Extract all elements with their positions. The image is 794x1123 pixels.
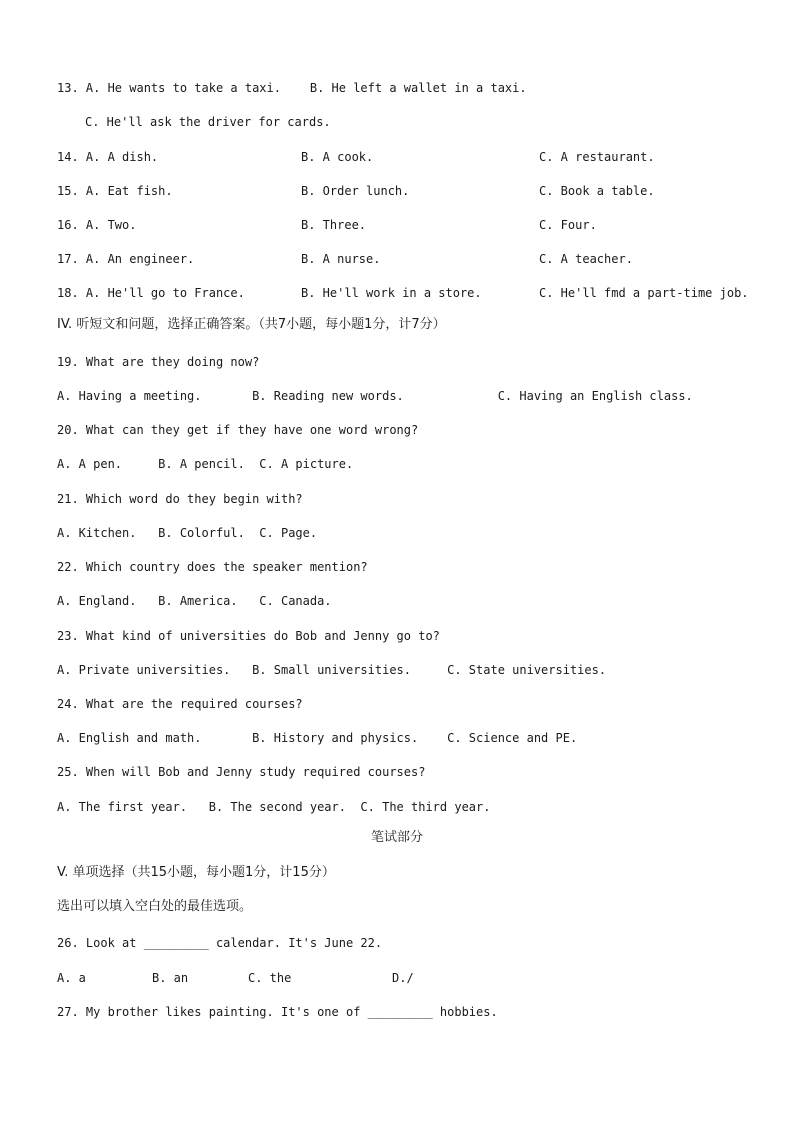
- q14-option-a: 14. A. A dish.: [57, 150, 159, 164]
- q19-question: 19. What are they doing now?: [57, 355, 260, 369]
- q25-question: 25. When will Bob and Jenny study required courses?: [57, 765, 426, 779]
- q24-question: 24. What are the required courses?: [57, 697, 303, 711]
- q16-option-a: 16. A. Two.: [57, 218, 137, 232]
- q26-option-c: C. the: [248, 971, 292, 985]
- q18-option-a: 18. A. He'll go to France.: [57, 286, 245, 300]
- section-v-instruction: 选出可以填入空白处的最佳选项。: [57, 899, 253, 914]
- q22-question: 22. Which country does the speaker mention?: [57, 560, 368, 574]
- q22-answers: A. England. B. America. C. Canada.: [57, 594, 332, 608]
- q19-answers: A. Having a meeting. B. Reading new words. C. Having an English class.: [57, 389, 693, 403]
- q15-option-c: C. Book a table.: [539, 184, 655, 198]
- q25-answers: A. The first year. B. The second year. C. The third year.: [57, 800, 491, 814]
- q16-option-c: C. Four.: [539, 218, 597, 232]
- q13-line: 13. A. He wants to take a taxi. B. He left a wallet in a taxi.: [57, 81, 527, 95]
- q14-option-c: C. A restaurant.: [539, 150, 655, 164]
- q15-option-a: 15. A. Eat fish.: [57, 184, 173, 198]
- q17-option-a: 17. A. An engineer.: [57, 252, 195, 266]
- q16-option-b: B. Three.: [301, 218, 367, 232]
- section-v-heading: V. 单项选择（共15小题，每小题1分，计15分）: [57, 865, 335, 880]
- section-iv-heading: IV. 听短文和问题，选择正确答案。（共7小题，每小题1分，计7分）: [57, 317, 446, 332]
- q23-answers: A. Private universities. B. Small universities. C. State universities.: [57, 663, 607, 677]
- q23-question: 23. What kind of universities do Bob and Jenny go to?: [57, 629, 440, 643]
- q20-answers: A. A pen. B. A pencil. C. A picture.: [57, 457, 354, 471]
- q27-question: 27. My brother likes painting. It's one of _________ hobbies.: [57, 1005, 498, 1019]
- q15-option-b: B. Order lunch.: [301, 184, 410, 198]
- q26-question: 26. Look at _________ calendar. It's June 22.: [57, 936, 383, 950]
- q13-option-c: C. He'll ask the driver for cards.: [85, 115, 331, 129]
- q21-question: 21. Which word do they begin with?: [57, 492, 303, 506]
- q24-answers: A. English and math. B. History and physics. C. Science and PE.: [57, 731, 578, 745]
- q18-option-b: B. He'll work in a store.: [301, 286, 482, 300]
- q14-option-b: B. A cook.: [301, 150, 374, 164]
- q20-question: 20. What can they get if they have one word wrong?: [57, 423, 419, 437]
- q17-option-b: B. A nurse.: [301, 252, 381, 266]
- written-part-title: 笔试部分: [370, 830, 423, 845]
- q18-option-c: C. He'll fmd a part-time job.: [539, 286, 749, 300]
- q26-option-a: A. a: [57, 971, 86, 985]
- q17-option-c: C. A teacher.: [539, 252, 633, 266]
- q26-option-d: D./: [392, 971, 414, 985]
- q26-option-b: B. an: [152, 971, 189, 985]
- q21-answers: A. Kitchen. B. Colorful. C. Page.: [57, 526, 318, 540]
